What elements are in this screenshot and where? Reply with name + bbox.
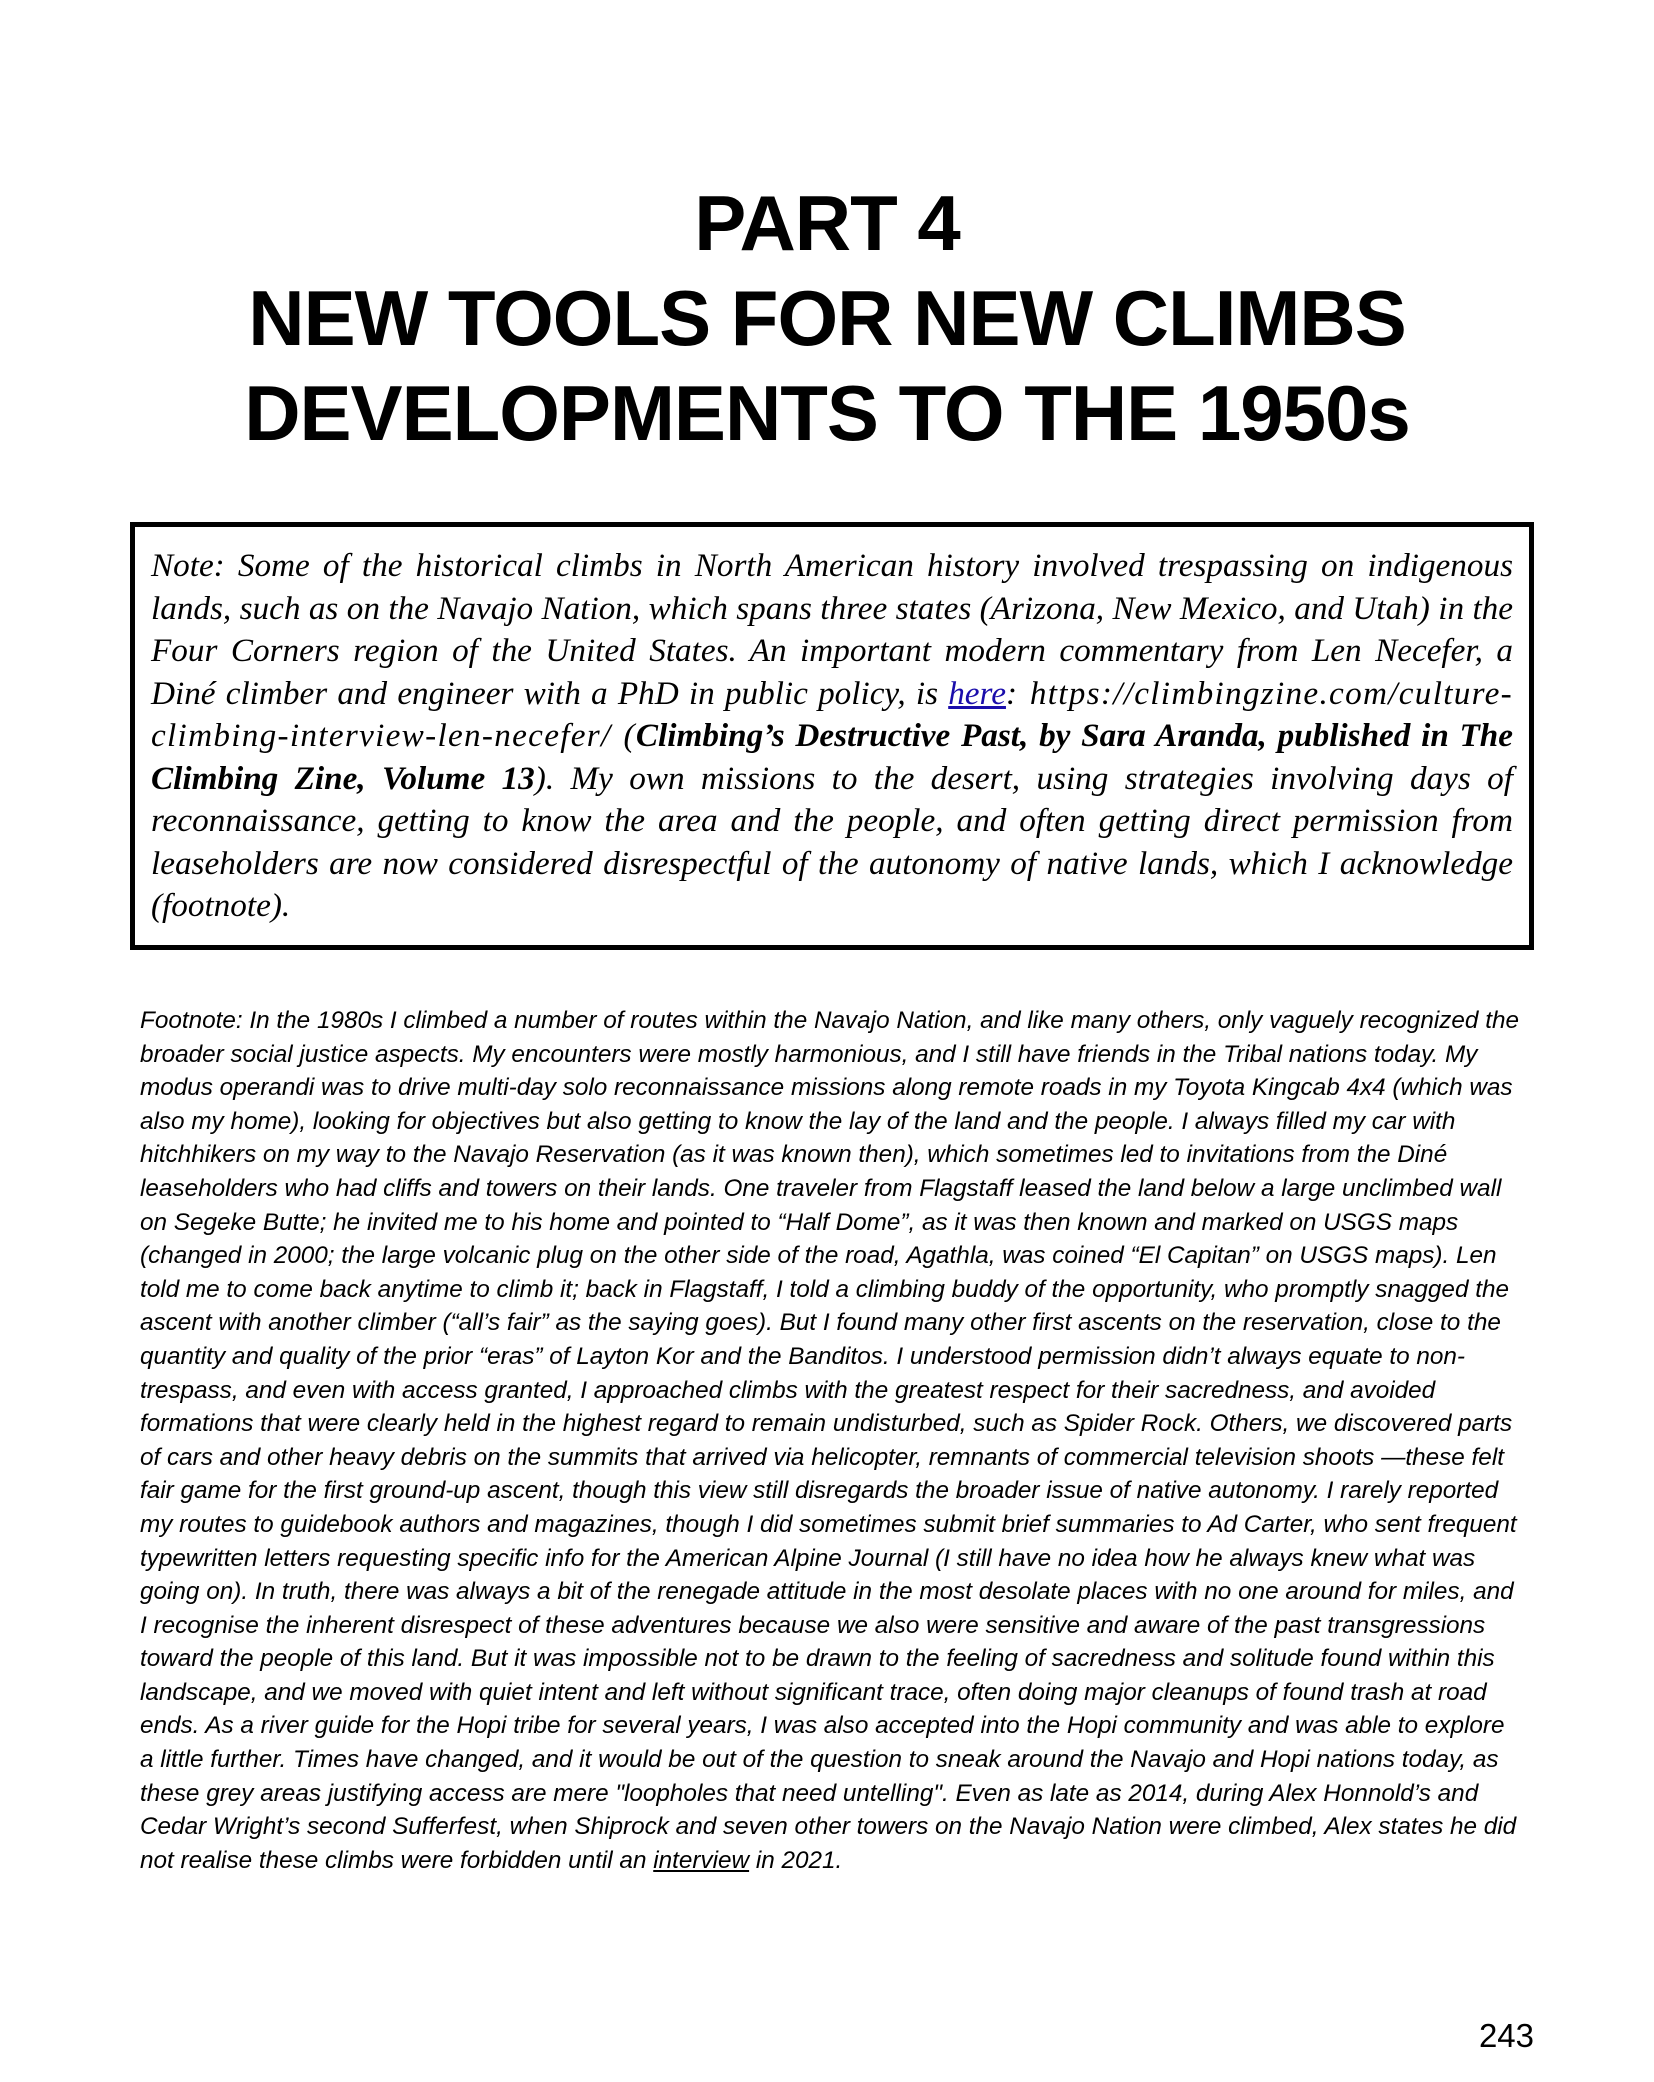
title-subheading: DEVELOPMENTS TO THE 1950s (244, 369, 1410, 457)
page-title (0, 176, 1654, 461)
note-paragraph (151, 545, 1513, 928)
footnote-interview-link[interactable]: interview (653, 1846, 750, 1874)
note-here-link[interactable]: here (948, 674, 1006, 712)
note-box (130, 522, 1534, 950)
title-part-number: PART 4 (694, 179, 960, 267)
note-source-citation: Climbing’s Destructive Past, by Sara Aranda, published in The Climbing Zine, Volume 13 (151, 717, 1513, 797)
title-heading: NEW TOOLS FOR NEW CLIMBS (248, 274, 1406, 362)
footnote-end: in 2021. (749, 1846, 843, 1874)
page-number: 243 (1478, 2017, 1534, 2054)
note-outro: ). My own missions to the desert, using strategies involving days of reconnaissance, getting to know the area and the people, and often getting direct permission from leaseholders are now considered disrespectful of the autonomy of native lands, which I acknowledge (footnote). (151, 759, 1513, 924)
footnote-text: Footnote: In the 1980s I climbed a number of routes within the Navajo Nation, and like many others, only vaguely recognized the broader social justice aspects. My encounters were mostly harmonious, and I still have friends in the Tribal nations today. My modus operandi was to drive multi-day solo reconnaissance missions along remote roads in my Toyota Kingcab 4x4 (which was also my home), looking for objectives but also getting to know the lay of the land and the people. I always filled my car with hitchhikers on my way to the Navajo Reservation (as it was known then), which sometimes led to invitations from the Diné leaseholders who had cliffs and towers on their lands. One traveler from Flagstaff leased the land below a large unclimbed wall on Segeke Butte; he invited me to his home and pointed to “Half Dome”, as it was then known and marked on USGS maps (changed in 2000; the large volcanic plug on the other side of the road, Agathla, was coined “El Capitan” on USGS maps). Len told me to come back anytime to climb it; back in Flagstaff, I told a climbing buddy of the opportunity, who promptly snagged the ascent with another climber (“all’s fair” as the saying goes). But I found many other first ascents on the reservation, close to the quantity and quality of the prior “eras” of Layton Kor and the Banditos. I understood permission didn’t always equate to non-trespass, and even with access granted, I approached climbs with the greatest respect for their sacredness, and avoided formations that were clearly held in the highest regard to remain undisturbed, such as Spider Rock. Others, we discovered parts of cars and other heavy debris on the summits that arrived via helicopter, remnants of commercial television shoots —these felt fair game for the first ground-up ascent, though this view still disregards the broader issue of native autonomy. I rarely reported my routes to guidebook authors and magazines, though I did sometimes submit brief summaries to Ad Carter, who sent frequent typewritten letters requesting specific info for the American Alpine Journal (I still have no idea how he always knew what was going on). In truth, there was always a bit of the renegade attitude in the most desolate places with no one around for miles, and I recognise the inherent disrespect of these adventures because we also were sensitive and aware of the past transgressions toward the people of this land. But it was impossible not to be drawn to the feeling of sacredness and solitude found within this landscape, and we moved with quiet intent and left without significant trace, often doing major cleanups of found trash at road ends. As a river guide for the Hopi tribe for several years, I was also accepted into the Hopi community and was able to explore a little further. Times have changed, and it would be out of the question to sneak around the Navajo and Hopi nations today, as these grey areas justifying access are mere "loopholes that need untelling". Even as late as 2014, during Alex Honnold’s and Cedar Wright’s second Sufferfest, when Shiprock and seven other towers on the Navajo Nation were climbed, Alex states he did not realise these climbs were forbidden until an (140, 1007, 1519, 1874)
note-intro: Note: Some of the historical climbs in North American history involved trespassing on indigenous lands, such as on the Navajo Nation, which spans three states (Arizona, New Mexico, and Utah) in the Four Corners region of the United States. An important modern commentary from Len Necefer, a Diné climber and engineer with a PhD in public policy, is (151, 547, 1513, 712)
footnote-paragraph (140, 1004, 1520, 1877)
note-url: : https://climbingzine.com/culture-climbing-interview-len-necefer/ ( (151, 674, 1513, 754)
